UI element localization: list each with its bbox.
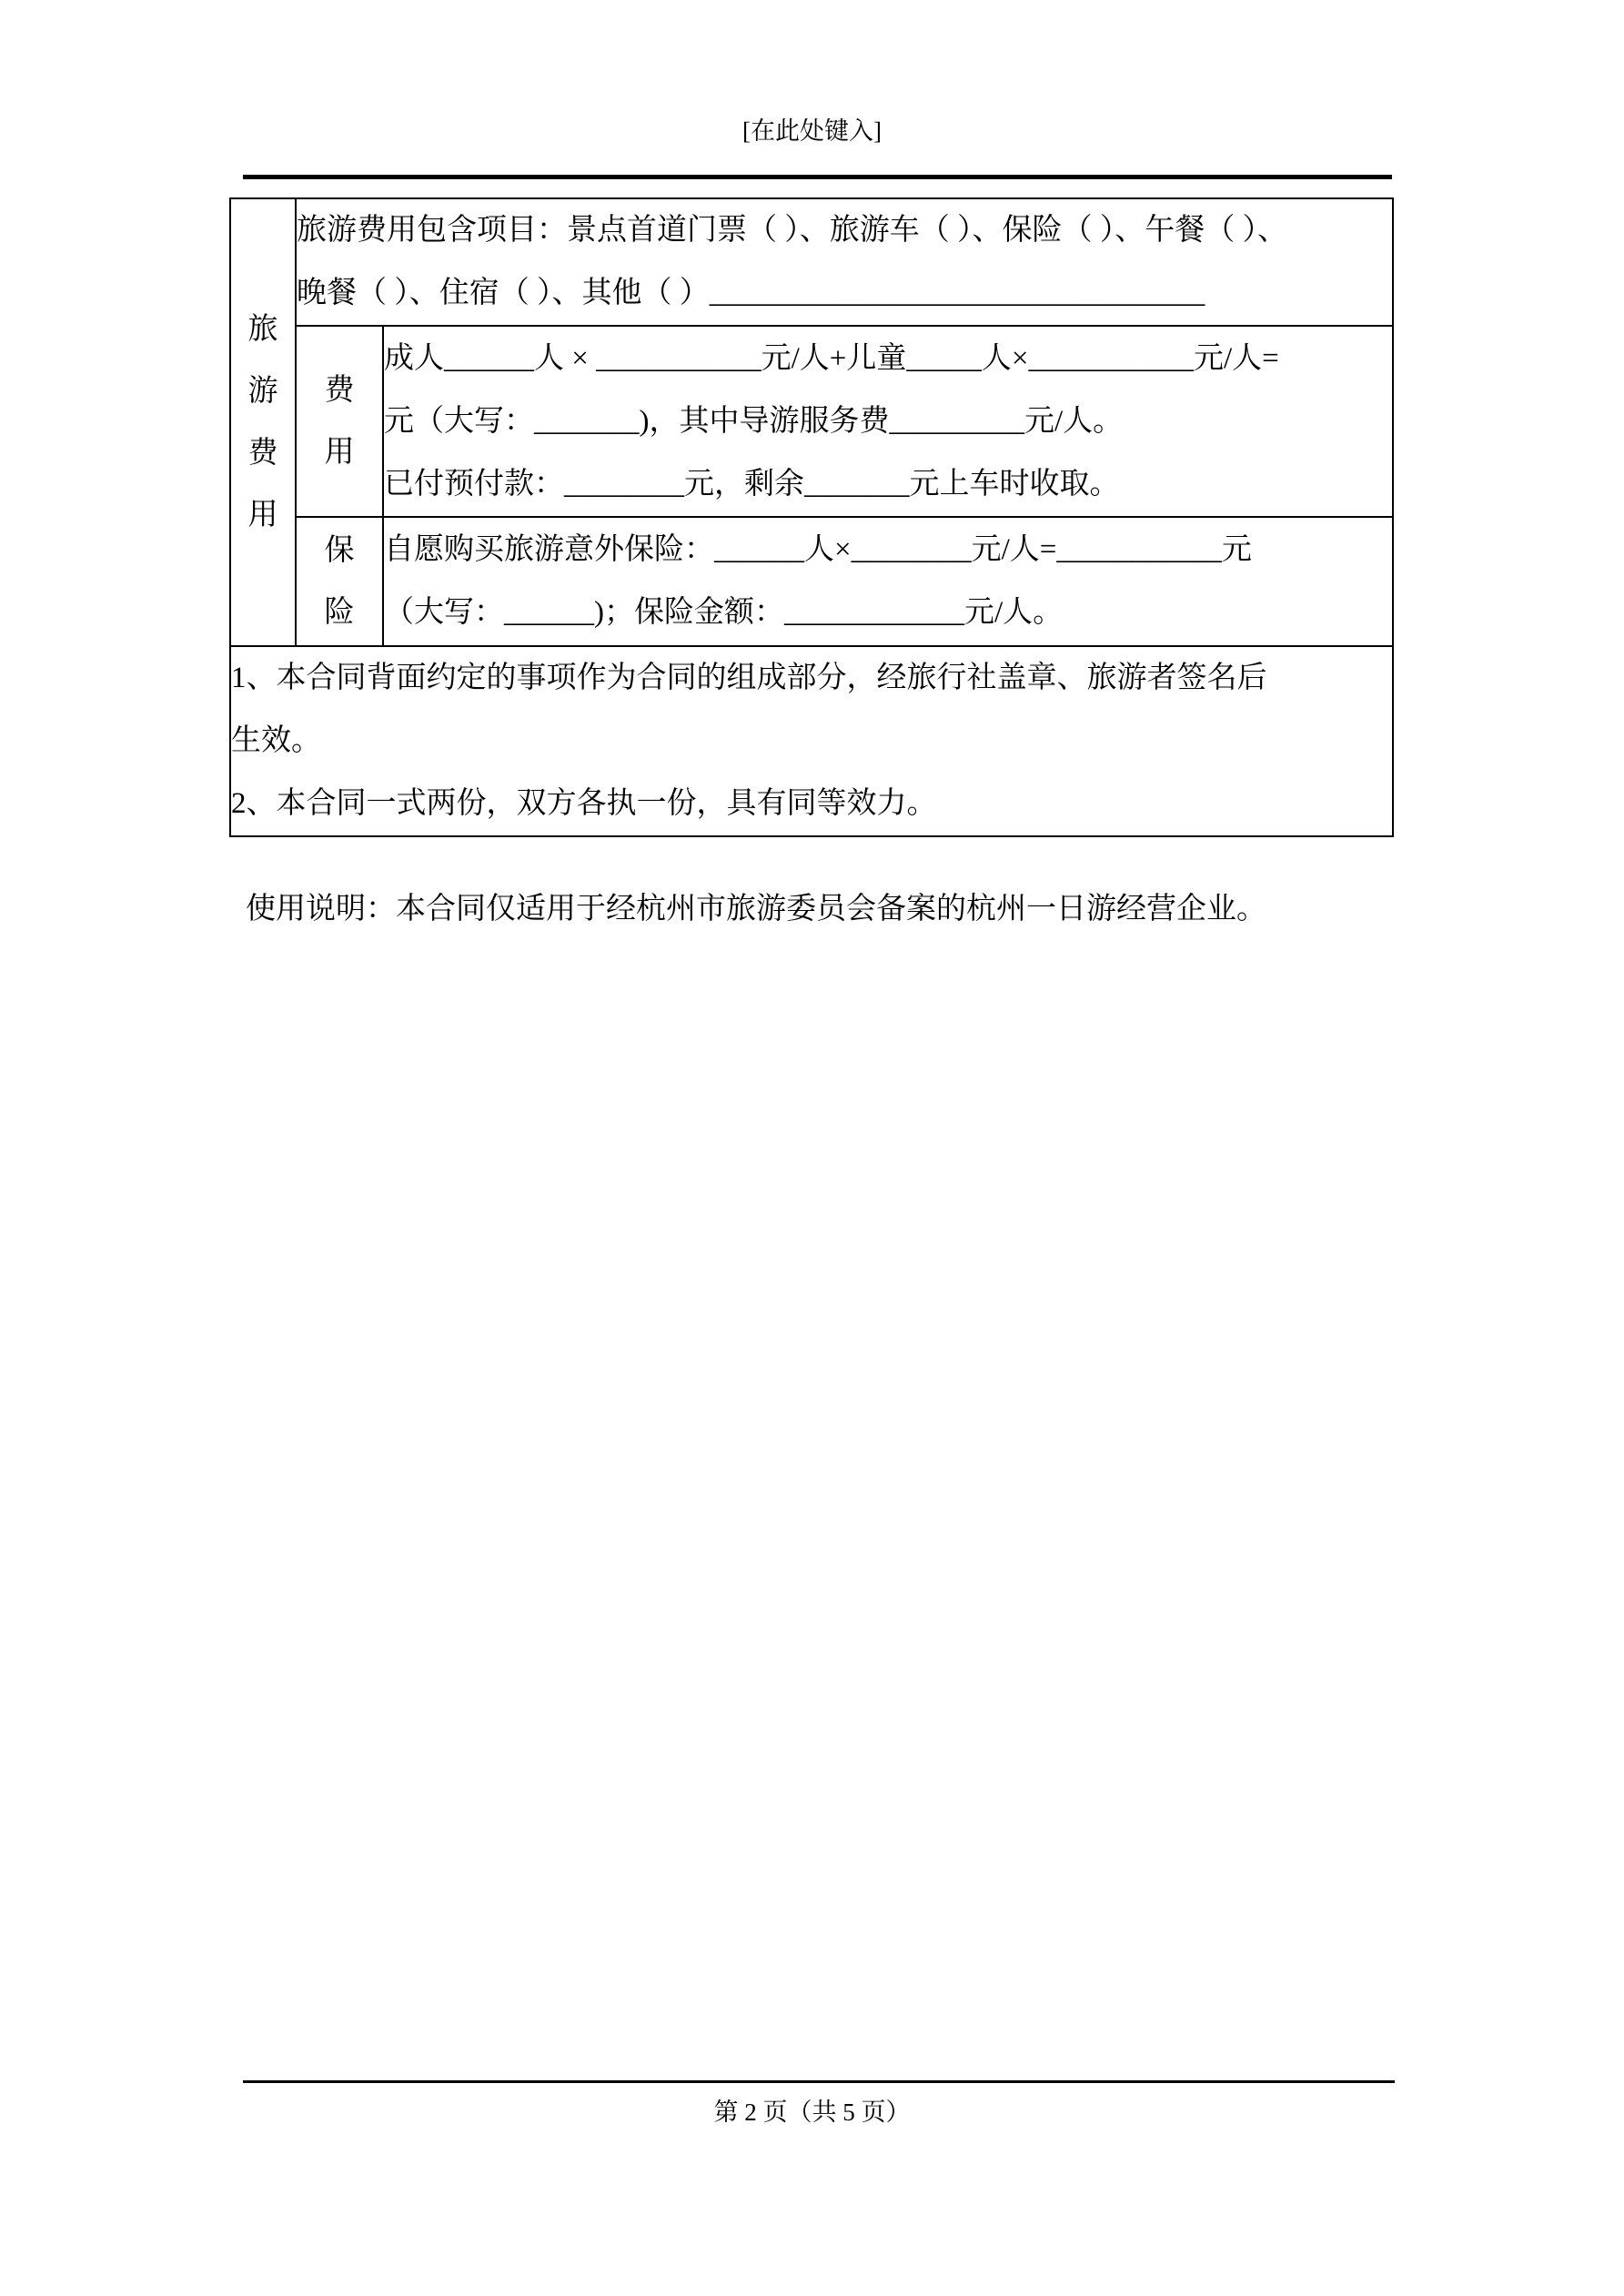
insurance-label-char: 保 [324,534,355,567]
usage-note: 使用说明：本合同仅适用于经杭州市旅游委员会备案的杭州一日游经营企业。 [246,893,1266,925]
fee-line-capital-guide: 元（大写：_______)，其中导游服务费_________元/人。 [384,404,1124,438]
fee-label-char: 费 [324,374,355,407]
fee-line-prepaid: 已付预付款：________元，剩余_______元上车时收取。 [384,467,1120,501]
note-line-1: 1、本合同背面约定的事项作为合同的组成部分，经旅行社盖章、旅游者签名后 [231,662,1267,694]
fee-label-char: 用 [324,436,355,469]
fee-line-adult-child: 成人______人 × ___________元/人+儿童_____人×___________元/人= [384,341,1279,375]
header-rule [243,175,1392,179]
footer-rule [243,2080,1395,2083]
included-items-line-2: 晚餐（ ）、住宿（ ）、其他（ ）_________________________________ [297,277,1205,309]
note-line-2: 2、本合同一式两份，双方各执一份，具有同等效力。 [231,787,937,820]
group-label-char: 旅 [247,313,278,346]
insurance-line-voluntary: 自愿购买旅游意外保险：______人×________元/人=___________元 [384,533,1252,566]
notes-cell [230,646,1393,836]
page-number: 第 2 页（共 5 页） [713,2099,911,2126]
group-label-char: 游 [247,375,278,408]
fee-detail-cell [383,326,1393,517]
group-label-char: 用 [247,499,278,531]
travel-fee-table [229,197,1394,837]
header-type-here-placeholder[interactable]: [在此处键入] [742,117,882,145]
fee-label-cell [296,326,383,517]
included-items-line-1: 旅游费用包含项目：景点首道门票（ ）、旅游车（ ）、保险（ ）、午餐（ ）、 [297,214,1287,247]
included-items-cell [296,198,1393,326]
note-line-1-cont: 生效。 [231,724,321,757]
insurance-label-char: 险 [324,596,355,629]
row-group-label-travel-fee [230,198,296,646]
insurance-label-cell [296,517,383,646]
group-label-char: 费 [247,437,278,470]
insurance-line-amount: （大写：______)；保险金额：____________元/人。 [384,596,1064,629]
insurance-detail-cell [383,517,1393,646]
